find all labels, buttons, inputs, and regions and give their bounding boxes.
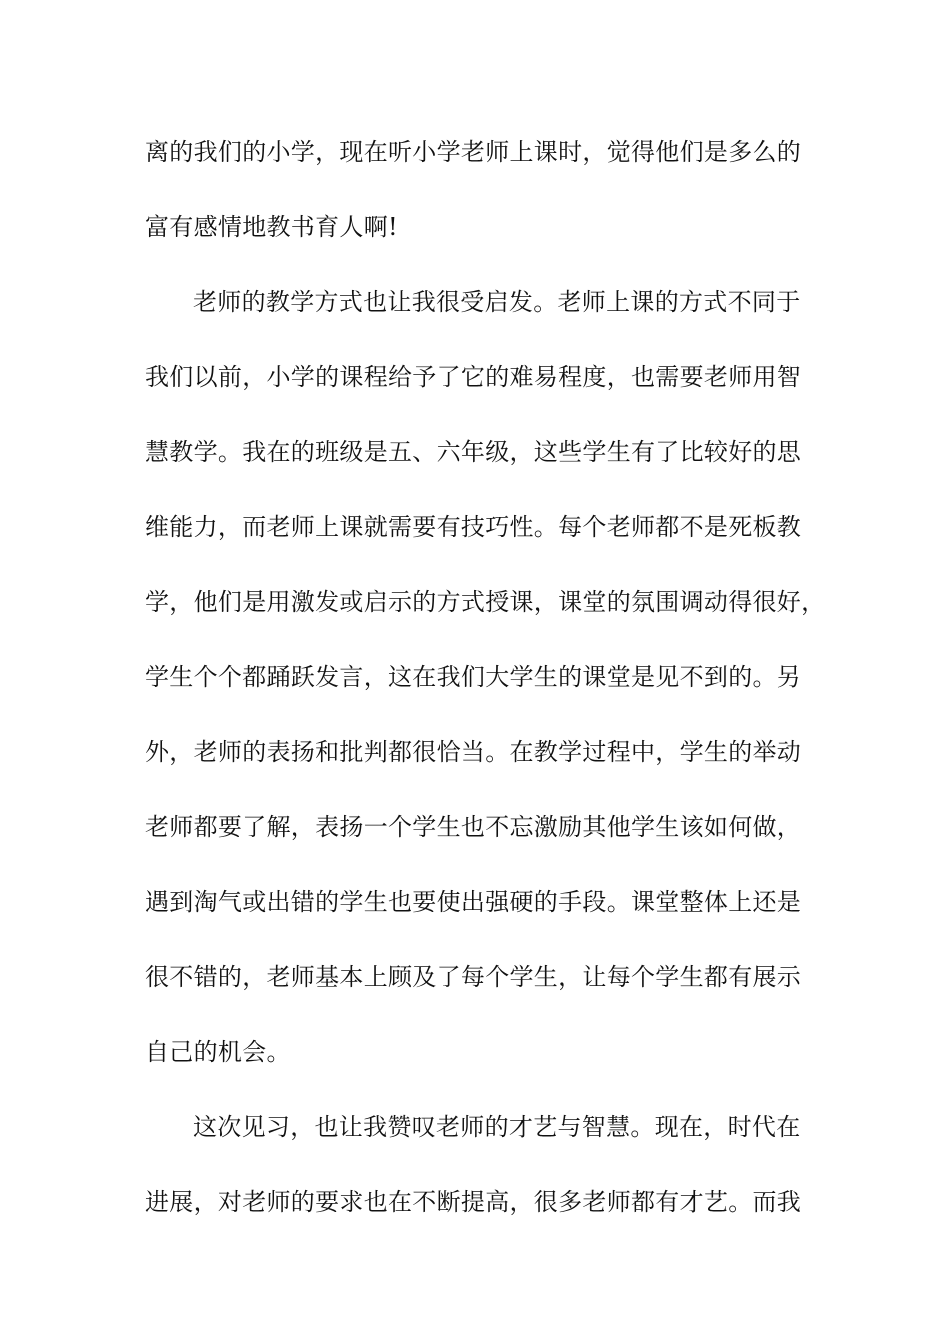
text-line: 很不错的，老师基本上顾及了每个学生，让每个学生都有展示 — [145, 963, 802, 991]
text-line: 学，他们是用激发或启示的方式授课，课堂的氛围调动得很好， — [145, 588, 826, 616]
text-line: 离的我们的小学，现在听小学老师上课时，觉得他们是多么的 — [145, 138, 802, 166]
text-line: 进展，对老师的要求也在不断提高，很多老师都有才艺。而我 — [145, 1188, 802, 1216]
text-line: 老师都要了解，表扬一个学生也不忘激励其他学生该如何做， — [145, 813, 802, 841]
text-line: 我们以前，小学的课程给予了它的难易程度，也需要老师用智 — [145, 363, 802, 391]
paragraph-start-line: 这次见习，也让我赞叹老师的才艺与智慧。现在，时代在 — [193, 1113, 801, 1141]
text-line: 学生个个都踊跃发言，这在我们大学生的课堂是见不到的。另 — [145, 663, 802, 691]
text-line: 遇到淘气或出错的学生也要使出强硬的手段。课堂整体上还是 — [145, 888, 802, 916]
paragraph-start-line: 老师的教学方式也让我很受启发。老师上课的方式不同于 — [193, 288, 801, 316]
text-line: 维能力，而老师上课就需要有技巧性。每个老师都不是死板教 — [145, 513, 802, 541]
text-line: 外，老师的表扬和批判都很恰当。在教学过程中，学生的举动 — [145, 738, 802, 766]
text-line: 富有感情地教书育人啊! — [145, 213, 398, 241]
text-line: 慧教学。我在的班级是五、六年级，这些学生有了比较好的思 — [145, 438, 802, 466]
text-line: 自己的机会。 — [145, 1038, 291, 1066]
